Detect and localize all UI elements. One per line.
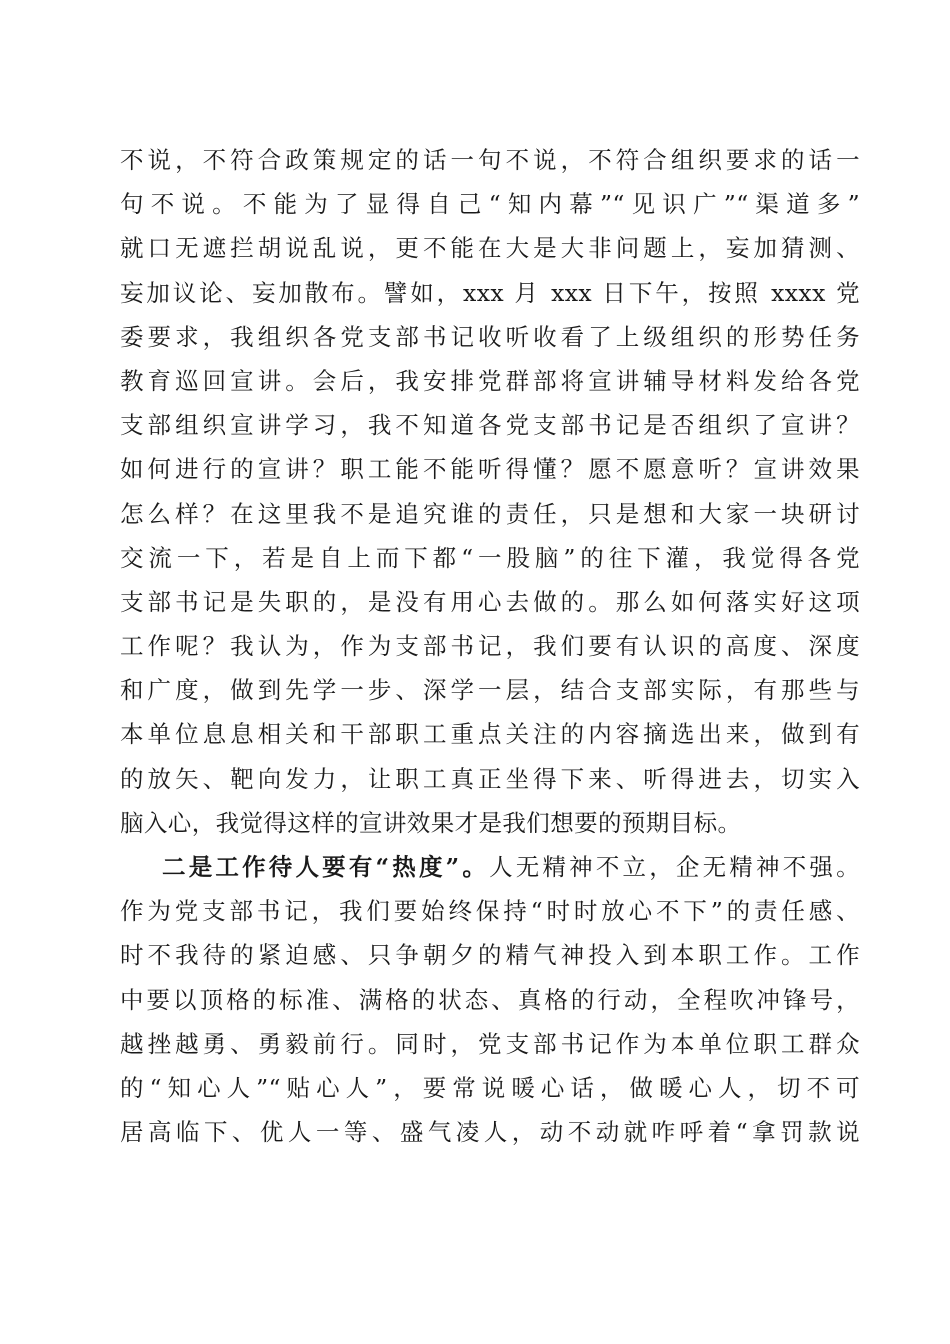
text-line: 中要以顶格的标准、满格的状态、真格的行动，全程吹冲锋号， — [120, 985, 860, 1014]
text-line-rest: 人无精神不立，企无精神不强。 — [489, 853, 860, 881]
text-line: 委要求，我组织各党支部书记收听收看了上级组织的形势任务 — [120, 322, 860, 351]
text-line: 脑入心，我觉得这样的宣讲效果才是我们想要的预期目标。 — [120, 808, 742, 837]
text-line: 支部组织宣讲学习，我不知道各党支部书记是否组织了宣讲？ — [120, 411, 860, 440]
text-line: 妄加议论、妄加散布。譬如，xxx 月 xxx 日下午，按照 xxxx 党 — [120, 278, 860, 307]
text-line: 教育巡回宣讲。会后，我安排党群部将宣讲辅导材料发给各党 — [120, 366, 860, 395]
text-line: 作为党支部书记，我们要始终保持“时时放心不下”的责任感、 — [120, 897, 860, 926]
text-line: 和广度，做到先学一步、深学一层，结合支部实际，有那些与 — [120, 676, 860, 705]
text-line-first — [120, 845, 860, 889]
text-line: 交流一下，若是自上而下都“一股脑”的往下灌，我觉得各党 — [120, 543, 860, 572]
document-body — [120, 138, 860, 1154]
text-line: 越挫越勇、勇毅前行。同时，党支部书记作为本单位职工群众 — [120, 1029, 860, 1058]
section-heading: 二是工作待人要有“热度”。 — [162, 853, 490, 881]
text-line: 如何进行的宣讲？职工能不能听得懂？愿不愿意听？宣讲效果 — [120, 455, 860, 484]
text-line: 句不说。不能为了显得自己“知内幕”“见识广”“渠道多” — [120, 190, 860, 219]
text-line: 怎么样？在这里我不是追究谁的责任，只是想和大家一块研讨 — [120, 499, 860, 528]
text-line: 的“知心人”“贴心人”，要常说暖心话，做暖心人，切不可 — [120, 1073, 860, 1102]
text-line: 工作呢？我认为，作为支部书记，我们要有认识的高度、深度 — [120, 632, 860, 661]
text-line: 居高临下、优人一等、盛气凌人，动不动就咋呼着“拿罚款说 — [120, 1118, 860, 1147]
paragraph-1 — [120, 138, 860, 845]
text-line: 支部书记是失职的，是没有用心去做的。那么如何落实好这项 — [120, 587, 860, 616]
text-line: 本单位息息相关和干部职工重点关注的内容摘选出来，做到有 — [120, 720, 860, 749]
text-line: 不说，不符合政策规定的话一句不说，不符合组织要求的话一 — [120, 146, 860, 174]
paragraph-2 — [120, 845, 860, 1154]
text-line: 就口无遮拦胡说乱说，更不能在大是大非问题上，妄加猜测、 — [120, 234, 860, 263]
text-line: 时不我待的紧迫感、只争朝夕的精气神投入到本职工作。工作 — [120, 941, 860, 970]
text-line: 的放矢、靶向发力，让职工真正坐得下来、听得进去，切实入 — [120, 764, 860, 793]
